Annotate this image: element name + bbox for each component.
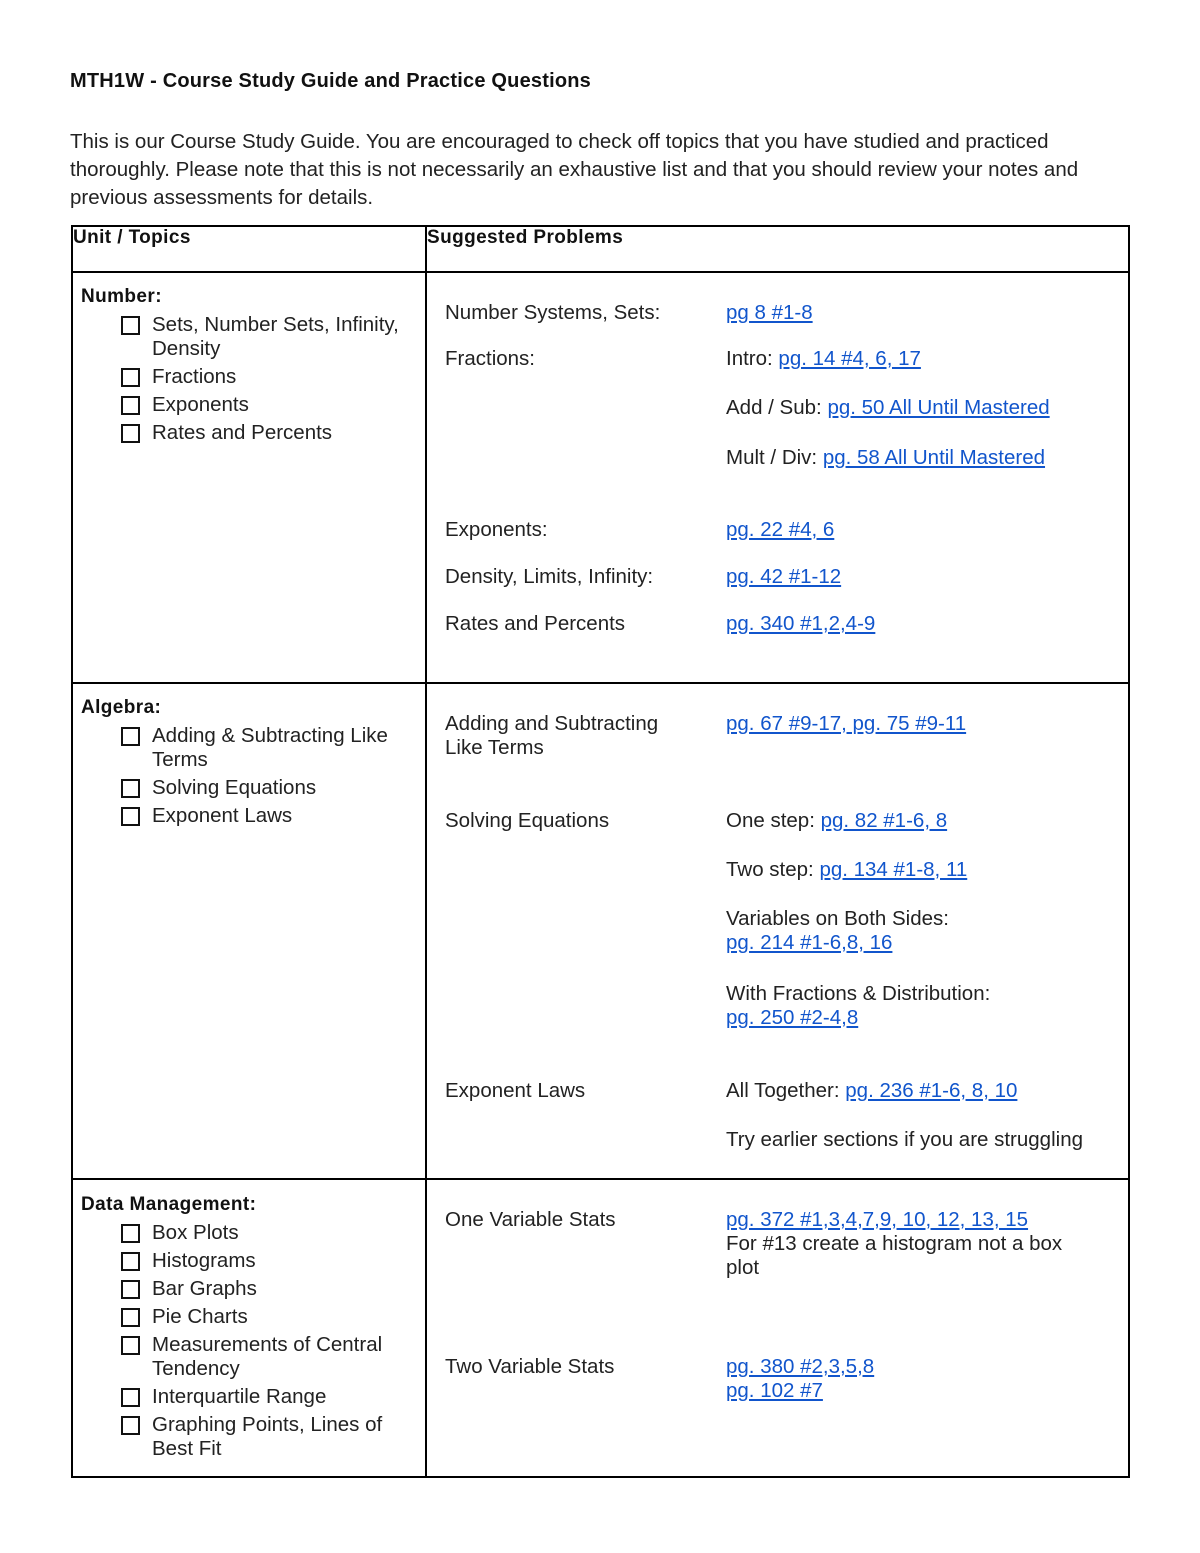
unit-title-algebra: Algebra: (81, 697, 162, 718)
problem-link[interactable]: pg. 340 #1,2,4-9 (726, 612, 876, 635)
problem-value (726, 858, 1121, 882)
problem-link[interactable]: pg. 42 #1-12 (726, 565, 842, 588)
topic-checkbox[interactable] (121, 807, 140, 826)
table-row-data-management (72, 1179, 1129, 1477)
unit-cell-data-management (72, 1179, 426, 1477)
problem-link[interactable]: pg. 380 #2,3,5,8 (726, 1355, 875, 1378)
topic-checkbox[interactable] (121, 1224, 140, 1243)
topic-checkbox[interactable] (121, 368, 140, 387)
problem-note: Try earlier sections if you are struggling (726, 1128, 1083, 1151)
topic-label: Graphing Points, Lines of Best Fit (152, 1413, 383, 1460)
list-item (121, 393, 421, 417)
problem-link[interactable]: pg. 372 #1,3,4,7,9, 10, 12, 13, 15 (726, 1208, 1029, 1231)
header-suggested-problems: Suggested Problems (426, 226, 1129, 272)
topic-checkbox[interactable] (121, 1252, 140, 1271)
problem-link[interactable]: pg. 82 #1-6, 8 (820, 809, 948, 832)
topic-label: Solving Equations (152, 776, 317, 799)
problem-value (726, 1355, 1121, 1403)
page-title: MTH1W - Course Study Guide and Practice Questions (70, 70, 591, 92)
unit-title-data-management: Data Management: (81, 1194, 257, 1215)
problem-value (726, 301, 1121, 325)
problem-link[interactable]: pg. 50 All Until Mastered (827, 396, 1050, 419)
problem-value (726, 982, 1121, 1030)
topic-list-algebra (121, 724, 421, 832)
problem-label: Solving Equations (445, 809, 610, 832)
problem-value (726, 712, 1121, 736)
problem-prefix: With Fractions & Distribution: (726, 982, 991, 1005)
topic-label: Interquartile Range (152, 1385, 327, 1408)
topic-label: Measurements of Central Tendency (152, 1333, 383, 1380)
list-item (121, 1305, 421, 1329)
list-item (121, 313, 421, 361)
problem-value (726, 446, 1121, 470)
problem-prefix: Mult / Div: (726, 446, 823, 469)
problem-label: Number Systems, Sets: (445, 301, 661, 324)
topic-checkbox[interactable] (121, 396, 140, 415)
problem-prefix: Variables on Both Sides: (726, 907, 949, 930)
problem-link[interactable]: pg. 236 #1-6, 8, 10 (845, 1079, 1018, 1102)
topic-label: Pie Charts (152, 1305, 248, 1328)
problems-cell-number (426, 272, 1129, 683)
topic-label: Rates and Percents (152, 421, 333, 444)
list-item (121, 365, 421, 389)
topic-checkbox[interactable] (121, 1308, 140, 1327)
topic-checkbox[interactable] (121, 1388, 140, 1407)
problem-label: Adding and Subtracting Like Terms (445, 712, 659, 759)
topic-checkbox[interactable] (121, 1336, 140, 1355)
problem-value (726, 518, 1121, 542)
problems-cell-data-management (426, 1179, 1129, 1477)
topic-label: Adding & Subtracting Like Terms (152, 724, 388, 771)
list-item (121, 1333, 421, 1381)
problem-link[interactable]: pg. 102 #7 (726, 1379, 823, 1402)
list-item (121, 421, 421, 445)
list-item (121, 724, 421, 772)
table-row-algebra (72, 683, 1129, 1179)
topic-checkbox[interactable] (121, 1280, 140, 1299)
intro-paragraph: This is our Course Study Guide. You are encouraged to check off topics that you have studied and practiced thoroughly. Please note that this is not necessarily an exhaustive list and that you should review your notes and previous assessments for details. (70, 130, 1079, 209)
problem-link[interactable]: pg. 134 #1-8, 11 (819, 858, 968, 881)
problem-label: Exponents: (445, 518, 548, 541)
problem-label: Two Variable Stats (445, 1355, 615, 1378)
topic-label: Exponents (152, 393, 249, 416)
topic-checkbox[interactable] (121, 424, 140, 443)
problem-value (726, 396, 1121, 420)
topic-label: Exponent Laws (152, 804, 293, 827)
unit-cell-algebra (72, 683, 426, 1179)
problem-label: Density, Limits, Infinity: (445, 565, 654, 588)
list-item (121, 1385, 421, 1409)
problem-label: Rates and Percents (445, 612, 626, 635)
topic-label: Histograms (152, 1249, 256, 1272)
problem-link[interactable]: pg. 67 #9-17, pg. 75 #9-11 (726, 712, 967, 735)
study-guide-table (71, 225, 1130, 1478)
table-row-number (72, 272, 1129, 683)
problem-label: Exponent Laws (445, 1079, 586, 1102)
unit-cell-number (72, 272, 426, 683)
list-item (121, 1221, 421, 1245)
topic-label: Fractions (152, 365, 237, 388)
problem-link[interactable]: pg. 250 #2-4,8 (726, 1006, 859, 1029)
topic-list-number (121, 313, 421, 449)
list-item (121, 1249, 421, 1273)
list-item (121, 1413, 421, 1461)
header-unit-topics: Unit / Topics (72, 226, 426, 272)
problem-value (726, 347, 1121, 371)
list-item (121, 776, 421, 800)
topic-checkbox[interactable] (121, 727, 140, 746)
topic-list-data-management (121, 1221, 421, 1465)
problem-note: For #13 create a histogram not a box plot (726, 1232, 1063, 1279)
problem-value (726, 907, 1121, 955)
table-header-row (72, 226, 1129, 272)
topic-checkbox[interactable] (121, 1416, 140, 1435)
problem-prefix: Intro: (726, 347, 779, 370)
unit-title-number: Number: (81, 286, 162, 307)
problem-prefix: Add / Sub: (726, 396, 828, 419)
topic-checkbox[interactable] (121, 779, 140, 798)
problem-link[interactable]: pg. 214 #1-6,8, 16 (726, 931, 893, 954)
problem-link[interactable]: pg. 22 #4, 6 (726, 518, 835, 541)
topic-checkbox[interactable] (121, 316, 140, 335)
problem-value (726, 809, 1121, 833)
problems-cell-algebra (426, 683, 1129, 1179)
problem-value (726, 612, 1121, 636)
problem-value (726, 1208, 1096, 1280)
problem-link[interactable]: pg 8 #1-8 (726, 301, 813, 324)
problem-value (726, 1079, 1121, 1103)
topic-label: Sets, Number Sets, Infinity, Density (152, 313, 399, 360)
list-item (121, 804, 421, 828)
problem-link[interactable]: pg. 58 All Until Mastered (822, 446, 1046, 469)
problem-link[interactable]: pg. 14 #4, 6, 17 (778, 347, 921, 370)
problem-label: One Variable Stats (445, 1208, 616, 1231)
problem-prefix: One step: (726, 809, 821, 832)
list-item (121, 1277, 421, 1301)
problem-prefix: All Together: (726, 1079, 846, 1102)
problem-prefix: Two step: (726, 858, 820, 881)
topic-label: Box Plots (152, 1221, 239, 1244)
problem-value (726, 565, 1121, 589)
topic-label: Bar Graphs (152, 1277, 257, 1300)
problem-label: Fractions: (445, 347, 535, 370)
